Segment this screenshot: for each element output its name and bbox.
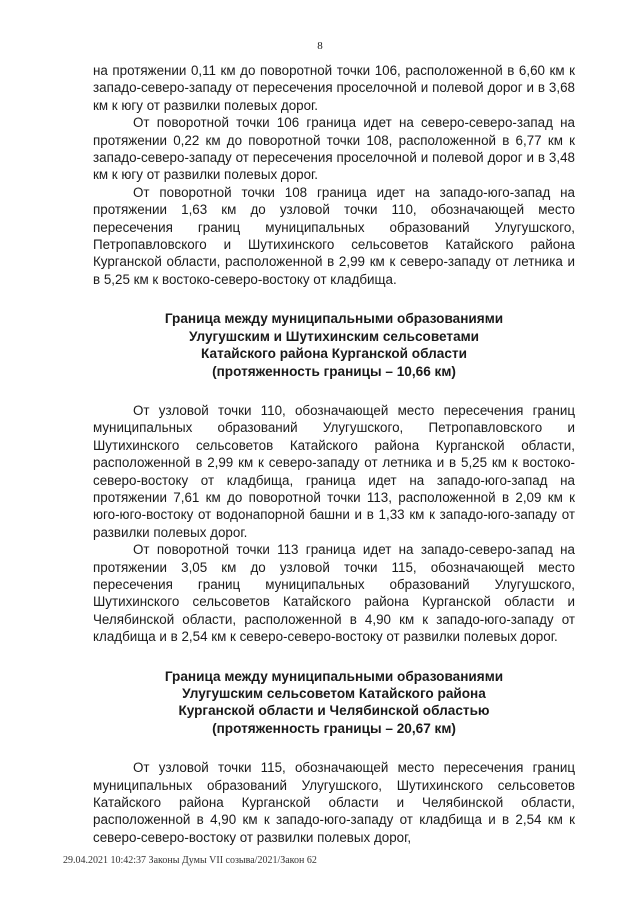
- heading-line: (протяженность границы – 20,67 км): [212, 720, 456, 736]
- document-body: [93, 62, 575, 846]
- footer-stamp: 29.04.2021 10:42:37 Законы Думы VII созыва/2021/Закон 62: [63, 855, 317, 866]
- paragraph: От поворотной точки 113 граница идет на западо-северо-запад на протяжении 3,05 км до узловой точки 115, обозначающей место пересечения границ муниципальных образований Улугушского, Шутихинского сельсоветов Катайского района Курганской области и Челябинской области, расположенной в 4,90 км к западо-юго-западу от кладбища и в 2,54 км к северо-северо-востоку от развилки полевых дорог.: [93, 542, 575, 645]
- heading-line: (протяженность границы – 10,66 км): [212, 363, 456, 379]
- section-heading: [93, 668, 575, 738]
- heading-line: Катайского района Курганской области: [201, 346, 467, 362]
- heading-line: Граница между муниципальными образованиями: [164, 668, 504, 684]
- heading-line: Улугушским сельсоветом Катайского района: [182, 686, 486, 701]
- paragraph: От узловой точки 110, обозначающей место пересечения границ муниципальных образований Улугушского, Петропавловского и Шутихинского сельсоветов Катайского района Курганской области, расположенной в 2,99 км к северо-западу от летника и в 5,25 км к востоко-северо-востоку от кладбища, граница идет на западо-юго-запад на протяжении 7,61 км до поворотной точки 113, расположенной в 2,09 км к юго-юго-востоку от водонапорной башни и в 1,33 км к западо-юго-западу от развилки полевых дорог.: [93, 402, 575, 540]
- paragraph-continuation: на протяжении 0,11 км до поворотной точки 106, расположенной в 6,60 км к западо-северо-западу от пересечения проселочной и полевой дорог и в 3,68 км к югу от развилки полевых дорог.: [93, 63, 575, 113]
- paragraph: От поворотной точки 108 граница идет на западо-юго-запад на протяжении 1,63 км до узловой точки 110, обозначающей место пересечения границ муниципальных образований Улугушского, Петропавловского и Шутихинского сельсоветов Катайского района Курганской области, расположенной в 2,99 км к северо-западу от летника и в 5,25 км к востоко-северо-востоку от кладбища.: [93, 184, 575, 287]
- page-number: 8: [317, 40, 323, 52]
- paragraph: От поворотной точки 106 граница идет на северо-северо-запад на протяжении 0,22 км до поворотной точки 108, расположенной в 6,77 км к западо-северо-западу от пересечения проселочной и полевой дорог и в 3,48 км к югу от развилки полевых дорог.: [93, 115, 575, 183]
- section-heading: [93, 310, 575, 380]
- heading-line: Улугушским и Шутихинским сельсоветами: [188, 328, 480, 344]
- heading-line: Курганской области и Челябинской областью: [178, 703, 490, 719]
- paragraph: От узловой точки 115, обозначающей место пересечения границ муниципальных образований Улугушского, Шутихинского сельсоветов Катайского района Курганской области и Челябинской области, расположенной в 4,90 км к западо-юго-западу от кладбища и в 2,54 км к северо-северо-востоку от развилки полевых дорог,: [93, 760, 575, 845]
- heading-line: Граница между муниципальными образованиями: [164, 311, 504, 327]
